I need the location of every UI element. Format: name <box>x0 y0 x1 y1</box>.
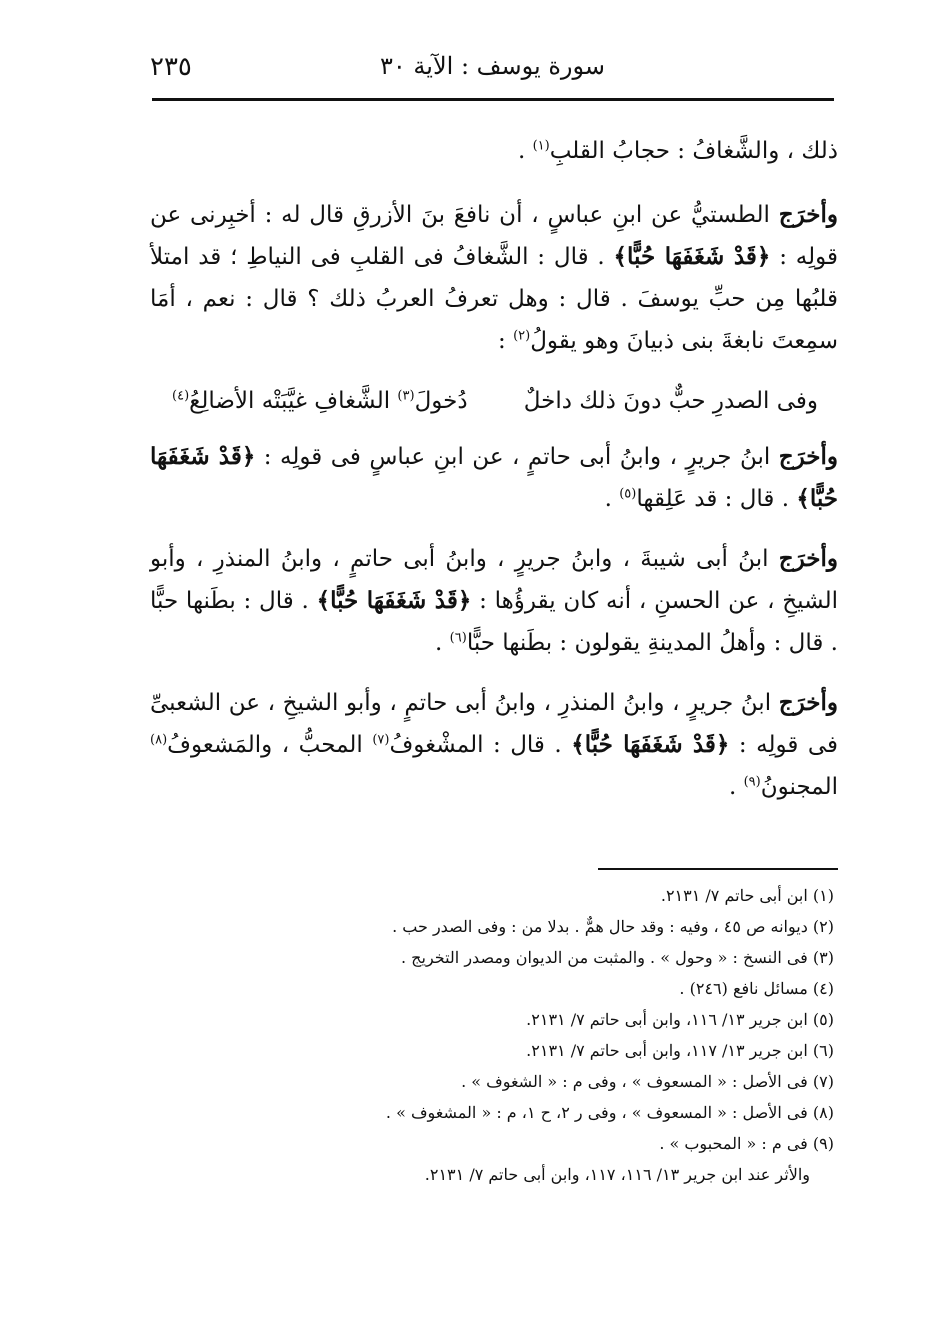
paragraph-2-text-2: . قال : الشَّغافُ فى القلبِ فى النياطِ ؛ قد امتلأ قلبُها مِن حبِّ يوسفَ . قال : وهل تعرفُ العربُ ذلك ؟ قال : نعم ، أمَا سمِعتَ نابغةَ بنى ذبيانَ وهو يقولُ <box>150 244 838 354</box>
footnote-ref-7: (٧) <box>372 732 390 748</box>
paragraph-2-lead: وأخرَج <box>778 201 838 228</box>
verse-hemistich-2 <box>172 380 468 422</box>
footnote-6: (٦) ابن جرير ١٣/ ١١٧، وابن أبى حاتم ٧/ ٢١٣١. <box>526 1041 834 1060</box>
main-text <box>150 130 838 826</box>
quran-quote: ﴿قَدْ شَغَفَهَا حُبًّا﴾ <box>150 443 838 512</box>
paragraph-4-text-2: . قال : بطَنها حبًّا . قال : وأهلُ المدينةِ يقولون : بطَنها حبًّا <box>150 588 838 656</box>
footnote-9-continuation: والأثر عند ابن جرير ١٣/ ١١٦، ١١٧، وابن أبى حاتم ٧/ ٢١٣١. <box>424 1165 810 1184</box>
footnote-4: (٤) مسائل نافع (٢٤٦) . <box>679 979 834 998</box>
paragraph-3-lead: وأخرَج <box>778 443 838 470</box>
footnote-3: (٣) فى النسخ : « وحول » . والمثبت من الديوان ومصدر التخريج . <box>400 948 834 967</box>
footnote-ref-5: (٥) <box>619 486 637 502</box>
footnote-ref-9: (٩) <box>743 774 761 790</box>
header-title: سورة يوسف : الآية ٣٠ <box>380 52 605 80</box>
paragraph-5-text-1: ابنُ جريرٍ ، وابنُ المنذرِ ، وابنُ أبى حاتمٍ ، وأبو الشيخِ ، عن الشعبىِّ فى قولِه : <box>150 690 839 758</box>
paragraph-3-text-1: ابنُ جريرٍ ، وابنُ أبى حاتمٍ ، عن ابنِ عباسٍ فى قولِه : <box>255 444 779 470</box>
footnote-separator <box>598 868 838 870</box>
paragraph-1-end: . <box>517 138 533 164</box>
page-number: ٢٣٥ <box>150 52 192 82</box>
verse-hemistich-1: وفى الصدرِ حبٌّ دونَ ذلك داخلٌ <box>523 388 818 414</box>
paragraph-5-text-3: المحبُّ ، والمَشعوفُ <box>167 732 373 758</box>
verse-hemistich-2-b: الشَّغافِ غيَّبَتْه الأضالِعُ <box>189 388 398 414</box>
footnote-1: (١) ابن أبى حاتم ٧/ ٢١٣١. <box>660 886 834 905</box>
paragraph-4-end: . <box>435 630 450 656</box>
running-header <box>150 48 835 88</box>
quran-quote: ﴿قَدْ شَغَفَهَا حُبًّا﴾ <box>571 731 730 758</box>
paragraph-2 <box>150 194 838 362</box>
header-rule <box>152 98 834 101</box>
paragraph-5-text-2: . قال : المشْغوفُ <box>389 732 572 758</box>
paragraph-4-lead: وأخرَج <box>778 545 838 572</box>
footnote-8: (٨) فى الأصل : « المسعوف » ، وفى ر ٢، ح ١، م : « المشغوف » . <box>385 1103 834 1122</box>
footnote-ref-2: (٢) <box>513 328 531 344</box>
paragraph-4-text-1: ابنُ أبى شيبةَ ، وابنُ جريرٍ ، وابنُ أبى حاتمٍ ، وابنُ المنذرِ ، وأبو الشيخِ ، عن الحسنِ ، أنه كان يقرؤُها : <box>150 546 838 614</box>
paragraph-1 <box>150 130 838 172</box>
paragraph-5-end: . <box>728 774 744 800</box>
footnote-ref-6: (٦) <box>449 630 467 646</box>
footnote-ref-4: (٤) <box>172 388 190 404</box>
footnotes <box>150 880 838 1190</box>
paragraph-5-text-4: المجنونُ <box>760 774 838 800</box>
footnote-2: (٢) ديوانه ص ٤٥ ، وفيه : وقد حال همٌّ . بدلا من : وفى الصدر حب . <box>392 917 834 936</box>
paragraph-1-text: ذلك ، والشَّغافُ : حجابُ القلبِ <box>549 138 838 164</box>
paragraph-3-text-2: . قال : قد عَلِقها <box>636 486 797 512</box>
poetry-verse <box>150 380 838 422</box>
paragraph-5-lead: وأخرَج <box>778 689 838 716</box>
paragraph-2-end: : <box>498 328 514 354</box>
quran-quote: ﴿قَدْ شَغَفَهَا حُبًّا﴾ <box>613 243 771 270</box>
paragraph-2-text-1: الطستيُّ عن ابنِ عباسٍ ، أن نافعَ بنَ الأزرقِ قال له : أخبِرنى عن قولِه : <box>150 202 838 270</box>
quran-quote: ﴿قَدْ شَغَفَهَا حُبًّا﴾ <box>316 587 472 614</box>
paragraph-3 <box>150 436 838 520</box>
footnote-ref-1: (١) <box>532 138 550 154</box>
footnote-9: (٩) فى م : « المحبوب » . <box>659 1134 834 1153</box>
footnote-5: (٥) ابن جرير ١٣/ ١١٦، وابن أبى حاتم ٧/ ٢١٣١. <box>526 1010 834 1029</box>
paragraph-5 <box>150 682 838 808</box>
verse-hemistich-2-a: دُخولَ <box>414 388 468 414</box>
footnote-ref-3: (٣) <box>397 388 415 404</box>
paragraph-3-end: . <box>604 486 620 512</box>
footnote-ref-8: (٨) <box>150 732 168 748</box>
footnote-7: (٧) فى الأصل : « المسعوف » ، وفى م : « الشغوف » . <box>461 1072 834 1091</box>
paragraph-4 <box>150 538 838 664</box>
